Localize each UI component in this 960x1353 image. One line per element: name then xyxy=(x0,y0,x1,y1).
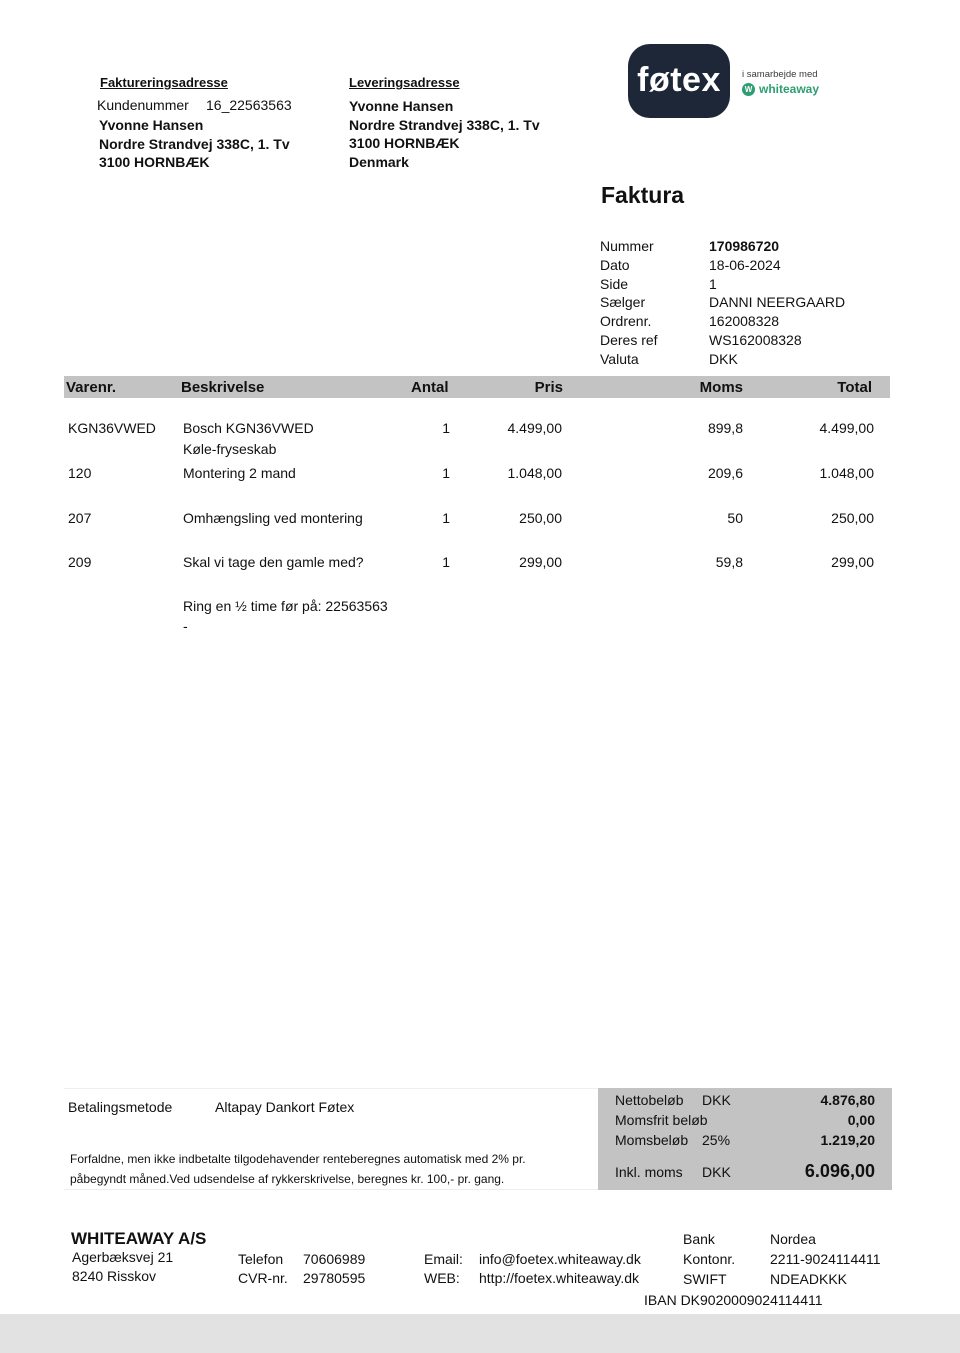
payment-terms-2: påbegyndt måned.Ved udsendelse af rykkerskrivelse, beregnes kr. 100,- pr. gang. xyxy=(70,1172,505,1186)
cell-vat: 59,8 xyxy=(715,554,743,570)
meta-value: WS162008328 xyxy=(709,331,802,348)
bottom-band xyxy=(0,1314,960,1353)
cvr-value: 29780595 xyxy=(303,1270,366,1286)
whiteaway-logo xyxy=(742,82,819,96)
cell-description: Montering 2 mand xyxy=(183,465,296,481)
invoice-meta xyxy=(600,237,845,369)
cell-description-2: Køle-fryseskab xyxy=(183,441,277,457)
meta-label: Ordrenr. xyxy=(600,313,652,330)
cell-total: 4.499,00 xyxy=(819,420,874,436)
meta-label: Valuta xyxy=(600,350,639,367)
meta-label: Dato xyxy=(600,256,630,273)
customer-number: 16_22563563 xyxy=(206,97,292,113)
meta-label: Sælger xyxy=(600,294,646,311)
company-city: 8240 Risskov xyxy=(72,1268,157,1284)
cell-description: Bosch KGN36VWED xyxy=(183,420,314,436)
cell-vat: 899,8 xyxy=(707,420,743,436)
payment-method: Altapay Dankort Føtex xyxy=(215,1099,355,1115)
incl-label: Inkl. moms xyxy=(615,1164,683,1180)
cell-item: 120 xyxy=(68,465,92,481)
partner-text: i samarbejde med xyxy=(742,69,818,80)
meta-label: Nummer xyxy=(600,238,654,254)
meta-row xyxy=(600,293,845,312)
cell-price: 250,00 xyxy=(519,510,562,526)
cell-price: 1.048,00 xyxy=(507,465,562,481)
col-item: Varenr. xyxy=(66,379,117,396)
cell-price: 299,00 xyxy=(519,554,562,570)
payment-terms-1: Forfaldne, men ikke indbetalte tilgodehavender renteberegnes automatisk med 2% pr. xyxy=(70,1152,526,1166)
net-value: 4.876,80 xyxy=(820,1092,875,1108)
vat-value: 1.219,20 xyxy=(820,1132,875,1148)
payment-box xyxy=(64,1088,598,1190)
cell-description: Skal vi tage den gamle med? xyxy=(183,554,364,570)
totals-box xyxy=(598,1088,892,1190)
meta-row xyxy=(600,275,845,294)
cell-total: 250,00 xyxy=(831,510,874,526)
vat-label: Momsbeløb xyxy=(615,1132,689,1148)
delivery-country: Denmark xyxy=(349,153,409,170)
billing-address xyxy=(99,116,290,172)
table-header xyxy=(64,376,890,398)
billing-heading: Faktureringsadresse xyxy=(100,75,228,90)
email-label: Email: xyxy=(424,1251,463,1267)
cell-total: 1.048,00 xyxy=(819,465,874,481)
foetex-logo: føtex xyxy=(628,44,730,118)
col-qty: Antal xyxy=(411,379,449,396)
cell-price: 4.499,00 xyxy=(507,420,562,436)
col-total: Total xyxy=(837,379,872,396)
incl-currency: DKK xyxy=(702,1164,731,1180)
meta-row xyxy=(600,331,845,350)
meta-label: Deres ref xyxy=(600,331,658,348)
delivery-name: Yvonne Hansen xyxy=(349,98,454,114)
payment-label: Betalingsmetode xyxy=(68,1099,173,1115)
bank-value: Nordea xyxy=(770,1231,816,1247)
cell-item: 207 xyxy=(68,510,92,526)
col-description: Beskrivelse xyxy=(181,379,265,396)
phone-value: 70606989 xyxy=(303,1251,366,1267)
meta-value: 162008328 xyxy=(709,313,780,330)
account-value: 2211-9024114411 xyxy=(770,1251,881,1267)
meta-row xyxy=(600,237,845,256)
account-label: Kontonr. xyxy=(683,1251,736,1267)
bank-label: Bank xyxy=(683,1231,715,1247)
cell-qty: 1 xyxy=(442,465,450,481)
company-street: Agerbæksvej 21 xyxy=(72,1249,174,1265)
net-currency: DKK xyxy=(702,1092,731,1108)
whiteaway-name: whiteaway xyxy=(759,82,820,96)
cell-qty: 1 xyxy=(442,554,450,570)
swift-label: SWIFT xyxy=(683,1271,727,1287)
meta-label: Side xyxy=(600,275,629,292)
swift-value: NDEADKKK xyxy=(770,1271,848,1287)
cell-description: Omhængsling ved montering xyxy=(183,510,363,526)
billing-city: 3100 HORNBÆK xyxy=(99,154,210,170)
email-link[interactable]: info@foetex.whiteaway.dk xyxy=(479,1251,641,1267)
delivery-heading: Leveringsadresse xyxy=(349,75,460,90)
customer-number-label: Kundenummer xyxy=(97,97,189,113)
vatfree-value: 0,00 xyxy=(847,1112,875,1128)
phone-label: Telefon xyxy=(238,1251,284,1267)
meta-value: DANNI NEERGAARD xyxy=(709,294,846,311)
cell-vat: 50 xyxy=(727,510,743,526)
billing-street: Nordre Strandvej 338C, 1. Tv xyxy=(99,135,290,152)
meta-row xyxy=(600,312,845,331)
meta-value: 170986720 xyxy=(709,238,780,254)
col-price: Pris xyxy=(534,379,563,396)
web-label: WEB: xyxy=(424,1270,460,1286)
delivery-street: Nordre Strandvej 338C, 1. Tv xyxy=(349,116,540,133)
iban-value: IBAN DK9020009024114411 xyxy=(644,1292,823,1308)
cell-item: KGN36VWED xyxy=(68,420,156,436)
meta-row xyxy=(600,256,845,275)
company-name: WHITEAWAY A/S xyxy=(71,1229,207,1248)
cell-vat: 209,6 xyxy=(707,465,743,481)
meta-row xyxy=(600,350,845,369)
cvr-label: CVR-nr. xyxy=(238,1270,288,1286)
vat-rate: 25% xyxy=(702,1132,731,1148)
delivery-address xyxy=(349,97,540,171)
note-text: Ring en ½ time før på: 22563563 xyxy=(183,598,388,614)
billing-name: Yvonne Hansen xyxy=(99,117,204,133)
cell-item: 209 xyxy=(68,554,92,570)
cell-total: 299,00 xyxy=(831,554,874,570)
delivery-city: 3100 HORNBÆK xyxy=(349,135,460,151)
meta-value: DKK xyxy=(709,350,738,367)
cell-qty: 1 xyxy=(442,510,450,526)
web-link[interactable]: http://foetex.whiteaway.dk xyxy=(479,1270,640,1286)
net-label: Nettobeløb xyxy=(615,1092,684,1108)
vatfree-label: Momsfrit beløb xyxy=(615,1112,708,1128)
meta-value: 18-06-2024 xyxy=(709,256,781,273)
incl-value: 6.096,00 xyxy=(804,1161,875,1181)
whiteaway-icon: W xyxy=(742,83,755,96)
note-dash: - xyxy=(183,618,188,634)
invoice-title: Faktura xyxy=(601,182,685,208)
col-vat: Moms xyxy=(699,379,743,396)
meta-value: 1 xyxy=(709,275,717,292)
cell-qty: 1 xyxy=(442,420,450,436)
